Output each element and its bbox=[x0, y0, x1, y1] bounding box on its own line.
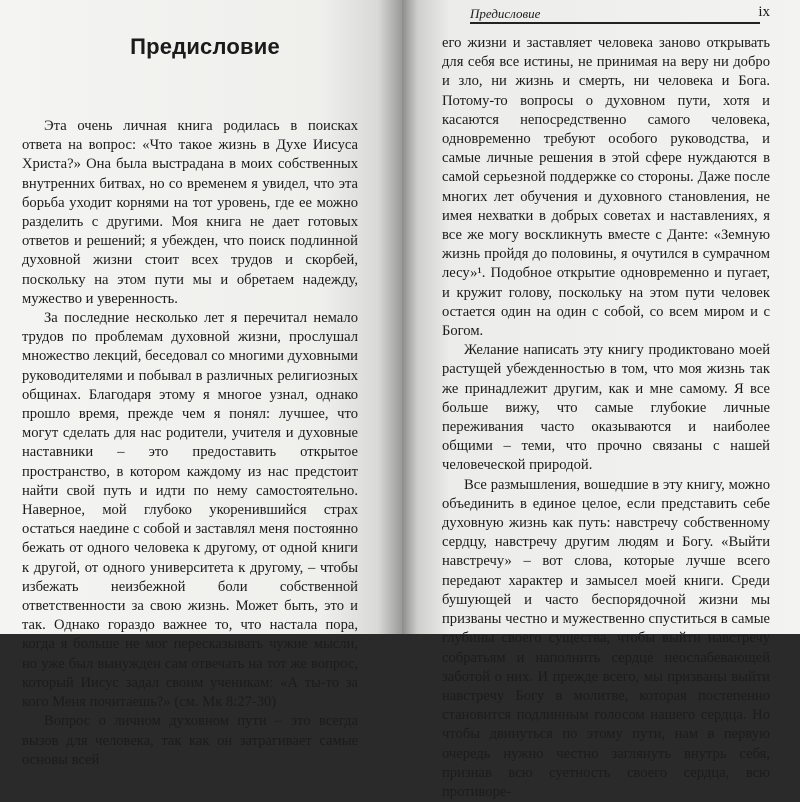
paragraph: Все размышления, вошедшие в эту книгу, можно объединить в единое целое, если представить себе духовную жизнь как путь: навстречу собственному сердцу, навстречу другим людям и Богу. «Выйти навстречу» – вот слова, которые лучше всего передают характер и замысел моей книги. Среди бушующей и часто беспорядочной жизни мы призваны честно и мужественно спуститься в самые глубины своего существа, чтобы выйти навстречу собратьям и наполнить сердце неослабевающей заботой о них. И прежде всего, мы призваны выйти навстречу Богу в молитве, которая постепенно становится подлинным голосом нашего сердца. Но чтобы двинуться по этому пути, нам в первую очередь нужно честно заглянуть внутрь себя, признав всю суетность своего сердца, всю противоре- bbox=[442, 476, 770, 800]
left-page-text bbox=[22, 117, 358, 770]
running-head-title: Предисловие bbox=[470, 6, 541, 21]
left-page bbox=[0, 0, 402, 768]
right-page bbox=[402, 0, 800, 800]
paragraph: За последние несколько лет я перечитал немало трудов по проблемам духовной жизни, прослушал множество лекций, беседовал со многими духовными руководителями и побывал в различных религиозных общинах. Благодаря этому я многое узнал, однако прошло время, прежде чем я понял: лучшее, что могут сделать для нас родители, учителя и духовные наставники – это предоставить открытое пространство, в котором каждому из нас предстоит найти свой путь и идти по нему самостоятельно. Наверное, мой глубоко укоренившийся страх остаться наедине с собой и заставлял меня постоянно бежать от одного человека к другому, от одной книги к другой, от одного университета к другому, – чтобы избежать неизбежной боли собственной ответственности за свою жизнь. Может быть, это и так. Однако гораздо важнее то, что настала пора, когда я больше не мог пересказывать чужие мысли, но уже был вынужден сам отвечать на тот же вопрос, который Иисус задал своим ученикам: «А ты-то за кого Меня почитаешь?» (см. Мк 8:27-30) bbox=[22, 310, 358, 711]
paragraph-continuation: его жизни и заставляет человека заново открывать для себя все истины, не принимая на веру ни добро и зло, ни жизнь и смерть, ни человека и Бога. Потому-то вопросы о духовном пути, хотя и касаются непосредственно самого человека, одновременно требуют особого руководства, и самые личные решения в этой сфере нуждаются в самой серьезной поддержке со стороны. Даже после многих лет обучения и духовного становления, не имея нехватки в добрых советах и наставлениях, я все же могу воскликнуть вместе с Данте: «Земную жизнь пройдя до половины, я очутился в сумрачном лесу»¹. Подобное открытие одновременно и пугает, и кружит голову, поскольку на этом пути человек остается один на один с собой, со всем миром и с Богом. bbox=[442, 35, 770, 340]
chapter-title: Предисловие bbox=[130, 34, 280, 59]
paragraph: Желание написать эту книгу продиктовано моей растущей убежденностью в том, что моя жизнь так же принадлежит другим, как и мне самому. Я все больше вижу, что самые глубокие личные переживания часто оказываются и наиболее общими – теми, что прочно связаны с нашей человеческой природой. bbox=[442, 342, 770, 474]
page-number: ix bbox=[758, 4, 770, 20]
paragraph: Вопрос о личном духовном пути – это всегда вызов для человека, так как он затрагивает самые основы всей bbox=[22, 713, 358, 768]
header-rule bbox=[470, 22, 760, 24]
running-head bbox=[470, 0, 770, 26]
right-page-text bbox=[442, 34, 770, 802]
paragraph: Эта очень личная книга родилась в поисках ответа на вопрос: «Что такое жизнь в Духе Иисуса Христа?» Она была выстрадана в моих собственных внутренних битвах, но со временем я увидел, что эта борьба уходит корнями на тот уровень, где ее можно разделить с другими. Моя книга не дает готовых ответов и решений; я убежден, что поиск подлинной духовной жизни стоит всех трудов и скорбей, поскольку на этом пути мы и обретаем надежду, мужество и уверенность. bbox=[22, 118, 358, 307]
